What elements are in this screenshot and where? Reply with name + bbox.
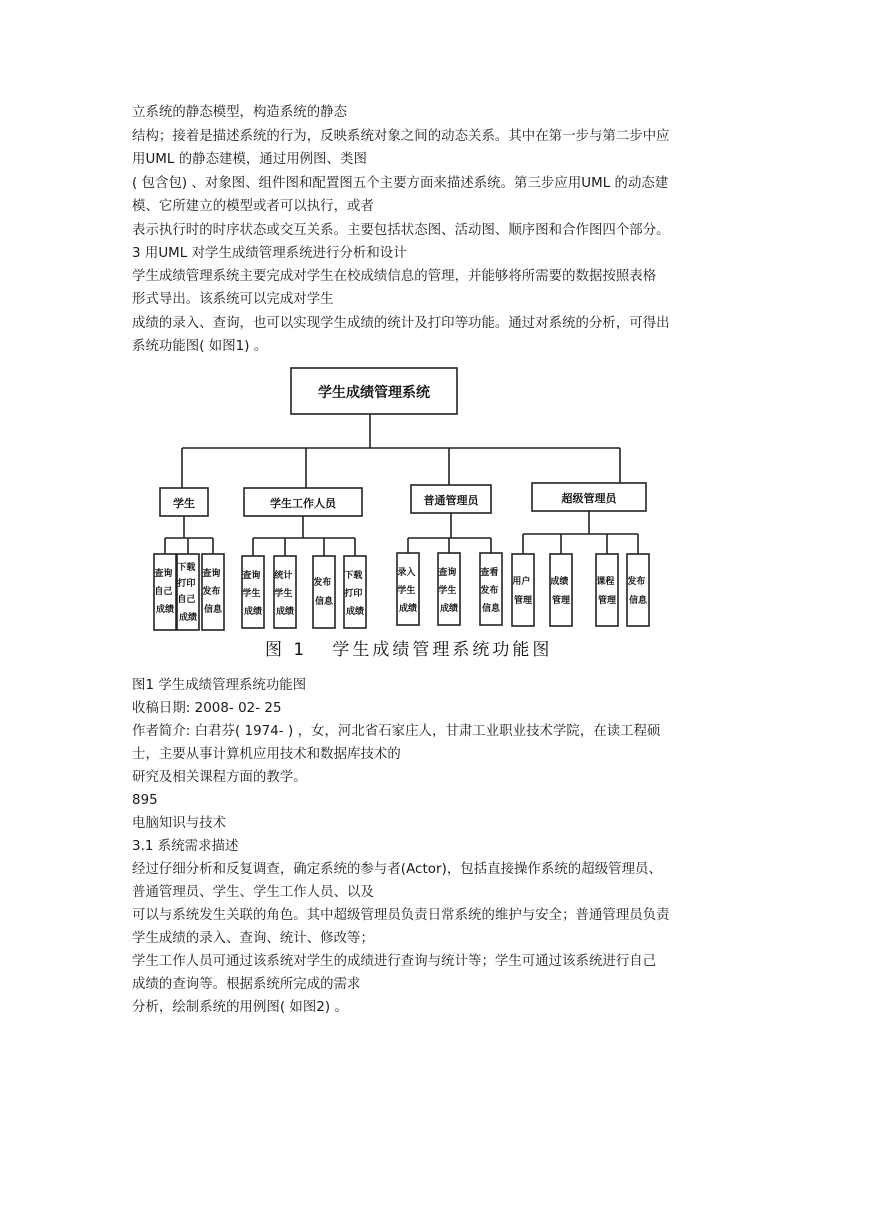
leaf-label: 下载 打印 成绩	[344, 571, 365, 617]
text-line: 成绩的录入、查询，也可以实现学生成绩的统计及打印等功能。通过对系统的分析，可得出	[132, 316, 670, 331]
leaf-label: 查询 自己 成绩	[154, 569, 175, 615]
leaf-label: 查看 发布 信息	[480, 568, 501, 614]
text-line: 可以与系统发生关联的角色。其中超级管理员负责日常系统的维护与安全；普通管理员负责	[132, 908, 670, 923]
page-number: 895	[132, 793, 158, 808]
text-line: 研究及相关课程方面的教学。	[132, 770, 307, 785]
text-line: 作者简介: 白君芬( 1974- ) ，女，河北省石家庄人，甘肃工业职业技术学院，在读工程硕	[132, 724, 661, 739]
text-line: 表示执行时的时序状态或交互关系。主要包括状态图、活动图、顺序图和合作图四个部分。	[132, 223, 670, 238]
journal-name: 电脑知识与技术	[132, 816, 227, 831]
leaf-box	[512, 554, 534, 626]
group-label: 学生工作人员	[270, 497, 336, 510]
text-line: 形式导出。该系统可以完成对学生	[132, 292, 334, 307]
leaf-label: 下载 打印 自己 成绩	[177, 563, 198, 623]
leaf-label: 成绩 管理	[550, 577, 571, 606]
text-line: 立系统的静态模型，构造系统的静态	[132, 105, 348, 120]
section-heading: 3.1 系统需求描述	[132, 839, 239, 854]
leaf-label: 课程 管理	[596, 577, 617, 606]
text-line: 成绩的查询等。根据系统所完成的需求	[132, 977, 361, 992]
text-line: 分析，绘制系统的用例图( 如图2) 。	[132, 1000, 348, 1015]
leaf-label: 用户 管理	[512, 577, 533, 606]
text-line: 用UML 的静态建模，通过用例图、类图	[132, 152, 367, 167]
leaf-label: 发布 信息	[313, 578, 334, 607]
figure-caption: 图1 学生成绩管理系统功能图	[132, 678, 307, 693]
text-line: 士，主要从事计算机应用技术和数据库技术的	[132, 747, 401, 762]
leaf-box	[627, 554, 649, 626]
leaf-box	[550, 554, 572, 626]
group-label: 普通管理员	[423, 494, 479, 507]
text-line: 系统功能图( 如图1) 。	[132, 339, 268, 354]
group-label: 超级管理员	[561, 492, 617, 505]
text-line: 经过仔细分析和反复调查，确定系统的参与者(Actor)，包括直接操作系统的超级管理员、	[132, 862, 662, 877]
figure-image-caption: 图 1 学生成绩管理系统功能图	[265, 640, 553, 660]
leaf-label: 统计 学生 成绩	[274, 571, 295, 617]
group-label: 学生	[173, 497, 195, 510]
text-line: 普通管理员、学生、学生工作人员、以及	[132, 885, 374, 900]
leaf-label: 发布 信息	[627, 577, 648, 606]
leaf-label: 录入 学生 成绩	[397, 568, 418, 614]
text-line: ( 包含包) 、对象图、组件图和配置图五个主要方面来描述系统。第三步应用UML 的动态建	[132, 176, 669, 191]
text-line: 学生成绩管理系统主要完成对学生在校成绩信息的管理，并能够将所需要的数据按照表格	[132, 269, 657, 284]
root-label: 学生成绩管理系统	[318, 385, 430, 401]
leaf-label: 查询 学生 成绩	[438, 568, 459, 614]
leaf-label: 查询 发布 信息	[202, 569, 223, 615]
received-date: 收稿日期: 2008- 02- 25	[132, 701, 282, 716]
leaf-box	[313, 556, 335, 628]
leaf-label: 查询 学生 成绩	[242, 571, 263, 617]
leaf-box	[596, 554, 618, 626]
function-diagram	[140, 358, 730, 666]
text-line: 结构；接着是描述系统的行为，反映系统对象之间的动态关系。其中在第一步与第二步中应	[132, 129, 670, 144]
text-line: 模、它所建立的模型或者可以执行，或者	[132, 199, 374, 214]
text-line: 学生工作人员可通过该系统对学生的成绩进行查询与统计等；学生可通过该系统进行自己	[132, 954, 657, 969]
text-line: 学生成绩的录入、查询、统计、修改等；	[132, 931, 374, 946]
section-heading: 3 用UML 对学生成绩管理系统进行分析和设计	[132, 246, 407, 261]
